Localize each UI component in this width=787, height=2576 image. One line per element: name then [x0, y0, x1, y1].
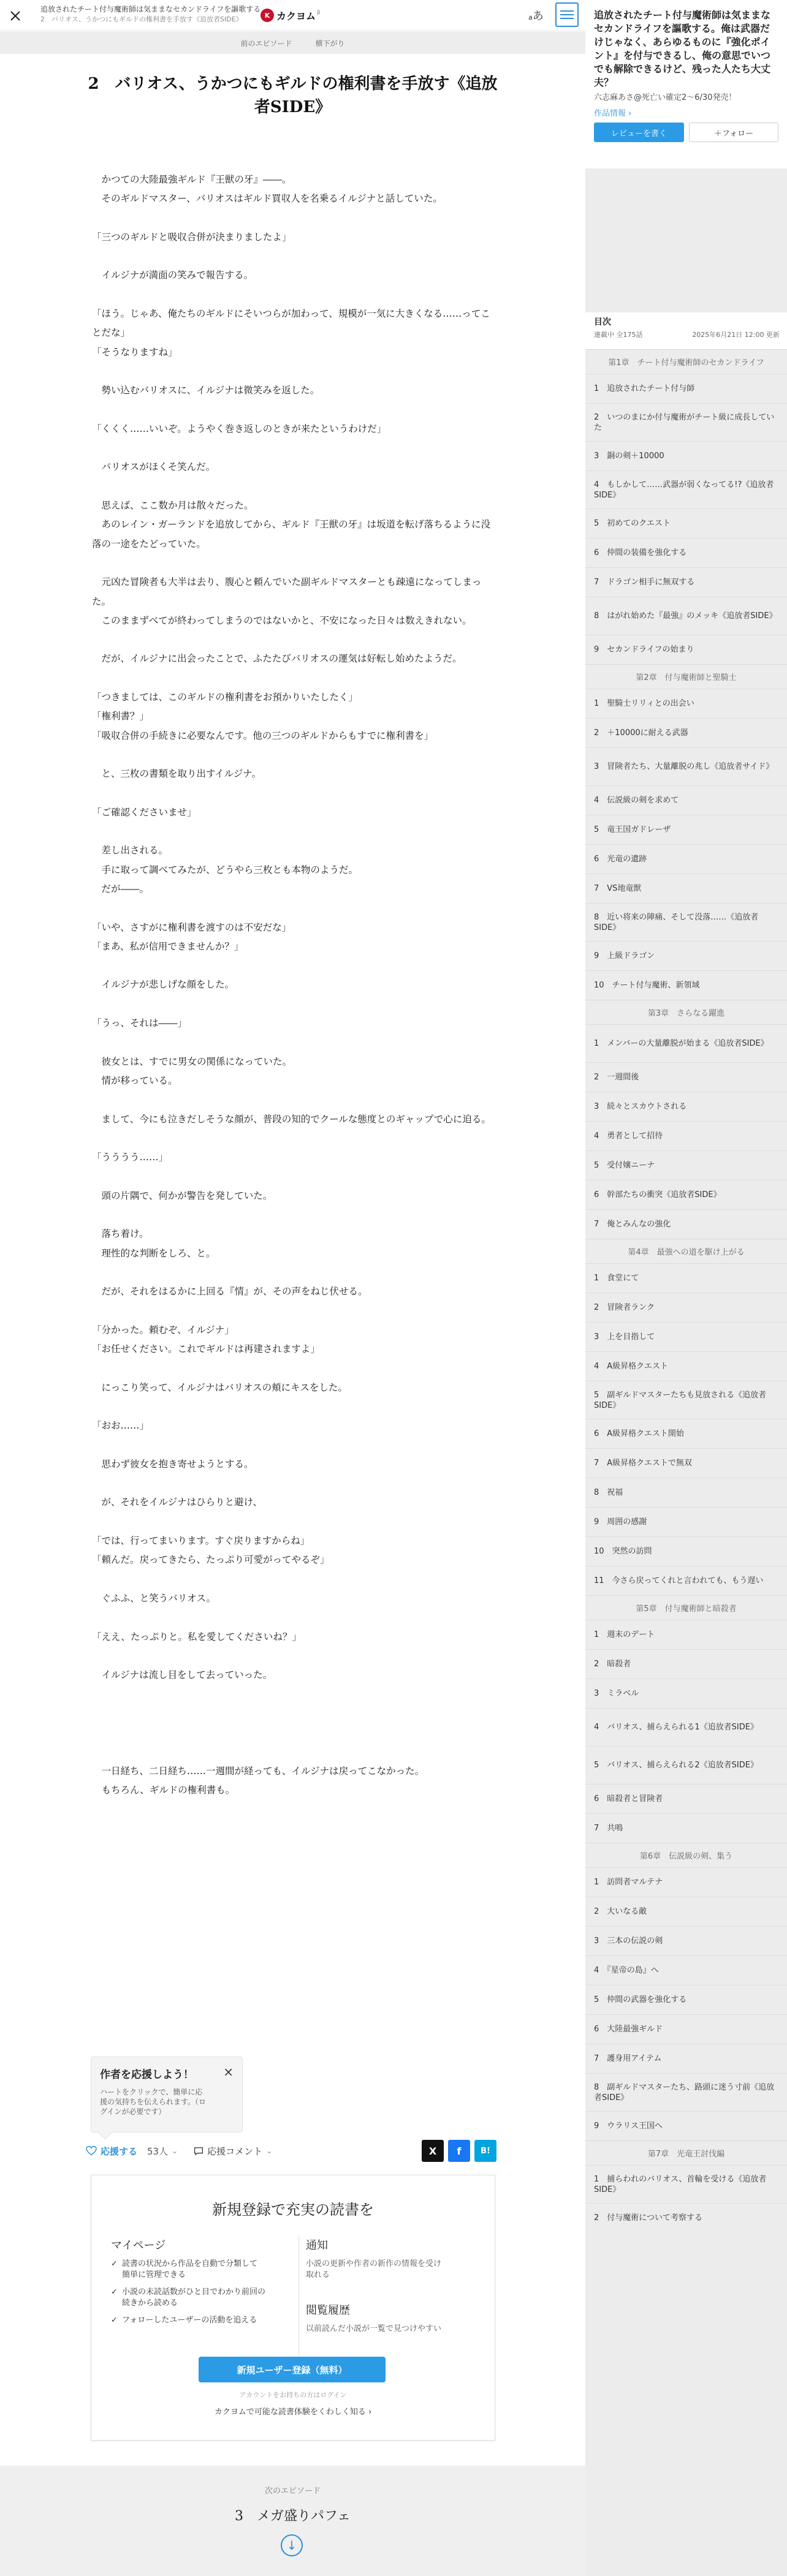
- toc-episode-link[interactable]: 8 はがれ始めた『最強』のメッキ《追放者SIDE》: [585, 597, 787, 635]
- logo-mark-icon: K: [260, 9, 274, 22]
- body-paragraph-line: 元凶た冒険者も大半は去り、腹心と頼んでいた副ギルドマスターとも疎遠になってしまった。: [92, 576, 482, 607]
- body-paragraph-line: [92, 630, 496, 649]
- body-paragraph-line: [92, 477, 496, 496]
- toc-chapter-heading: 第4章 最強への道を駆け上がる: [585, 1239, 787, 1263]
- body-paragraph-line: バリオスがほくそ笑んだ。: [92, 461, 216, 473]
- body-paragraph-line: [92, 1647, 496, 1666]
- toc-episode-link[interactable]: 3 冒険者たち、大量離脱の兆し《追放者サイド》: [585, 747, 787, 785]
- body-paragraph-line: まして、今にも泣きだしそうな顔が、普段の知的でクールな態度とのギャップで心に迫る。: [92, 1113, 491, 1125]
- toc-episode-link[interactable]: 6 大陸最強ギルド: [585, 2014, 787, 2044]
- body-paragraph-line: 「ご確認くださいませ」: [92, 806, 197, 818]
- body-paragraph-line: と、三枚の書類を取り出すイルジナ。: [92, 768, 262, 780]
- body-paragraph-line: [92, 1033, 496, 1052]
- toc-episode-link[interactable]: 5 竜王国ガドレーザ: [585, 815, 787, 844]
- body-paragraph-line: 「つきましては、このギルドの権利書をお預かりいたしたく」: [92, 692, 358, 703]
- body-paragraph-line: [92, 1742, 496, 1761]
- work-panel: [585, 0, 787, 168]
- prev-episode-link[interactable]: 前のエピソード: [240, 39, 292, 48]
- toc-episode-link[interactable]: 4 伝説級の剣を求めて: [585, 785, 787, 815]
- body-paragraph-line: 「まあ、私が信用できませんか？」: [92, 940, 244, 952]
- body-paragraph-line: [92, 995, 496, 1014]
- toc-chapter-heading: 第6章 伝説級の剣、集う: [585, 1843, 787, 1867]
- toc-episode-link[interactable]: 11 今さら戻ってくれと言われても、もう遅い: [585, 1566, 787, 1595]
- toc-episode-link[interactable]: 2 ＋10000に耐える武器: [585, 718, 787, 747]
- font-small-glyph: a: [528, 13, 533, 21]
- body-paragraph-line: 「お任せください。これでギルドは再建されますよ」: [92, 1343, 320, 1355]
- column-divider: [298, 2235, 299, 2358]
- body-paragraph-line: [92, 1704, 496, 1723]
- body-paragraph-line: 情が移っている。: [92, 1075, 178, 1086]
- notify-history-column: [306, 2237, 484, 2335]
- body-paragraph-line: [92, 1608, 496, 1627]
- toc-episode-link[interactable]: 6 暗殺者と冒険者: [585, 1784, 787, 1813]
- body-paragraph-line: そのギルドマスター、バリオスはギルド買収人を名乗るイルジナと話していた。: [92, 193, 443, 205]
- work-title[interactable]: 追放されたチート付与魔術師は気ままなセカンドライフを謳歌する。俺は武器だけじゃなく、あらゆるものに『強化ポイント』を付与できるし、俺の意思でいつでも解除できるけど、残った人たち大丈夫？: [594, 9, 771, 88]
- body-paragraph-line: [92, 1513, 496, 1532]
- toc-episode-link[interactable]: 3 上を目指して: [585, 1322, 787, 1351]
- body-paragraph-line: あのレイン・ガーランドを追放してから、ギルド『王獣の牙』は坂道を転げ落ちるように没落の一途をたどっていた。: [92, 519, 491, 550]
- body-paragraph-line: 「分かった。頼むぞ、イルジナ」: [92, 1324, 234, 1335]
- body-paragraph-line: 「頼んだ。戻ってきたら、たっぷり可愛がってやるぞ」: [92, 1554, 330, 1566]
- body-paragraph-line: 「いや、さすがに権利書を渡すのは不安だな」: [92, 921, 292, 933]
- toc-episode-link[interactable]: 10 突然の訪問: [585, 1536, 787, 1566]
- font-settings-button[interactable]: [528, 7, 544, 23]
- toc-episode-link[interactable]: 2 暗殺者: [585, 1649, 787, 1679]
- toc-episode-link[interactable]: 9 上級ドラゴン: [585, 941, 787, 970]
- body-paragraph-line: このままずべてが終わってしまうのではないかと、不安になった日々は数えきれない。: [92, 614, 472, 626]
- header-episode-title: 2 バリオス、うかつにもギルドの権利書を手放す《追放者SIDE》: [40, 15, 243, 23]
- body-paragraph-line: 一日経ち、二日経ち……一週間が経っても、イルジナは戻ってこなかった。: [92, 1765, 425, 1777]
- next-episode-label: 次のエピソード: [264, 2487, 321, 2496]
- close-icon: [7, 8, 23, 24]
- toc-episode-link[interactable]: 6 光竜の遺跡: [585, 844, 787, 874]
- follow-button[interactable]: ＋フォロー: [689, 123, 778, 142]
- toc-episode-link[interactable]: 3 ミラベル: [585, 1679, 787, 1708]
- body-paragraph-line: にっこり笑って、イルジナはバリオスの頬にキスをした。: [92, 1381, 348, 1393]
- body-paragraph-line: [92, 784, 496, 803]
- body-paragraph-line: [92, 1302, 496, 1321]
- toc-episode-link[interactable]: 6 仲間の装備を強化する: [585, 538, 787, 567]
- toc-episode-link[interactable]: 3 銅の剣＋10000: [585, 441, 787, 470]
- layout-setting-link[interactable]: 横下がり: [315, 39, 345, 48]
- work-info-link[interactable]: 作品情報 ›: [594, 109, 632, 118]
- next-episode-section: [0, 2466, 585, 2576]
- toc-label: 目次: [594, 317, 611, 327]
- toc-episode-link[interactable]: 6 A級昇格クエスト開始: [585, 1419, 787, 1448]
- body-paragraph-line: 思えば、ここ数か月は散々だった。: [92, 500, 254, 512]
- body-paragraph-line: [92, 1090, 496, 1109]
- font-large-glyph: あ: [532, 10, 544, 23]
- next-episode-title[interactable]: 3 メガ盛りパフェ: [235, 2509, 351, 2524]
- facebook-share-icon[interactable]: f: [448, 2140, 470, 2162]
- body-paragraph-line: [92, 746, 496, 765]
- toc-chapter-heading: 第1章 チート付与魔術師のセカンドライフ: [585, 349, 787, 374]
- history-text: 以前読んだ小説が一覧で見つけやすい: [306, 2324, 442, 2333]
- body-paragraph-line: [92, 439, 496, 458]
- write-review-button[interactable]: レビューを書く: [594, 123, 684, 142]
- toc-episode-link[interactable]: 4 『星帝の島』へ: [585, 1955, 787, 1985]
- body-paragraph-line: [92, 956, 496, 975]
- mypage-feature: ✓ 読書の状況から作品を自動で分類して 簡単に管理できる: [111, 2259, 289, 2281]
- toc-episode-link[interactable]: 8 祝福: [585, 1478, 787, 1507]
- toc-episode-link[interactable]: 1 追放されたチート付与師: [585, 374, 787, 403]
- toc-episode-link[interactable]: 5 副ギルドマスターたちも見放される《追放者SIDE》: [585, 1381, 787, 1419]
- header-titles: [40, 4, 261, 25]
- body-paragraph-line: [92, 1167, 496, 1186]
- body-paragraph-line: [92, 1474, 496, 1493]
- support-popover-text: ハートをクリックで、簡単に応 援の気持ちを伝えられます。（ロ グインが必要です）: [100, 2088, 207, 2116]
- body-paragraph-line: だが、イルジナに出会ったことで、ふたたびバリオスの運気は好転し始めたようだ。: [92, 653, 462, 665]
- mypage-feature: ✓ 小説の未読話数がひと目でわかり前回の 続きから読める: [111, 2287, 289, 2309]
- signup-card: [91, 2175, 495, 2441]
- hatena-bookmark-icon[interactable]: B!: [474, 2140, 496, 2162]
- sidebar: [585, 0, 787, 2576]
- body-paragraph-line: [92, 1436, 496, 1455]
- body-paragraph-line: 頭の片隅で、何かが警告を発していた。: [92, 1190, 273, 1201]
- body-paragraph-line: [92, 1397, 496, 1416]
- body-paragraph-line: イルジナが悲しげな顔をした。: [92, 979, 235, 991]
- body-paragraph-line: [92, 1263, 496, 1282]
- toc-episode-link[interactable]: 4 もしかして……武器が弱くなってる!?《追放者SIDE》: [585, 470, 787, 508]
- history-heading: 閲覧履歴: [306, 2304, 350, 2317]
- body-paragraph-line: だが、それをはるかに上回る『情』が、その声をねじ伏せる。: [92, 1286, 368, 1297]
- popover-close-icon[interactable]: ×: [223, 2064, 234, 2079]
- body-paragraph-line: 「うっ、それは――」: [92, 1018, 188, 1029]
- toc-episode-link[interactable]: 6 幹部たちの衝突《追放者SIDE》: [585, 1180, 787, 1209]
- toc-episode-link[interactable]: 1 聖騎士リリィとの出会い: [585, 689, 787, 718]
- body-paragraph-line: ぐふふ、と笑うバリオス。: [92, 1592, 216, 1604]
- body-paragraph-line: 「うううう……」: [92, 1152, 169, 1163]
- toc-updated: 2025年6月21日 12:00 更新: [692, 331, 780, 339]
- toc-chapter-heading: 第5章 付与魔術師と暗殺者: [585, 1595, 787, 1620]
- chevron-down-icon: ⌄: [172, 2147, 178, 2155]
- body-paragraph-line: 「三つのギルドと吸収合併が決まりましたよ」: [92, 231, 292, 243]
- toc-episode-link[interactable]: 8 副ギルドマスターたち、路頭に迷う寸前《追放者SIDE》: [585, 2073, 787, 2111]
- signup-button[interactable]: 新規ユーザー登録（無料）: [199, 2357, 386, 2382]
- body-paragraph-line: 理性的な判断をしろ、と。: [92, 1247, 216, 1259]
- toc-episode-link[interactable]: 9 周囲の感謝: [585, 1507, 787, 1536]
- notify-heading: 通知: [306, 2239, 328, 2252]
- body-paragraph-line: [92, 1206, 496, 1225]
- body-paragraph-line: [92, 362, 496, 381]
- toc-chapter-heading: 第3章 さらなる躍進: [585, 1000, 787, 1024]
- body-paragraph-line: 「おお……」: [92, 1420, 150, 1432]
- body-paragraph-line: [92, 669, 496, 688]
- work-author[interactable]: 六志麻あさ@死亡い確定2～6/30発売！: [594, 93, 737, 102]
- toc-episode-link[interactable]: 5 受付嬢ニーナ: [585, 1150, 787, 1180]
- body-paragraph-line: [92, 209, 496, 228]
- body-paragraph-line: イルジナが満面の笑みで報告する。: [92, 270, 254, 281]
- cheer-button[interactable]: [86, 2145, 137, 2158]
- body-paragraph-line: [92, 554, 496, 573]
- body-paragraph-line: もちろん、ギルドの権利書も。: [92, 1784, 235, 1796]
- toc-episode-link[interactable]: 2 冒険者ランク: [585, 1293, 787, 1322]
- body-paragraph-line: [92, 822, 496, 841]
- learn-more-link[interactable]: カクヨムで可能な読書体験をくわしく知る ›: [214, 2408, 372, 2417]
- body-paragraph-line: が、それをイルジナはひらりと避け、: [92, 1497, 262, 1508]
- body-paragraph-line: [92, 285, 496, 304]
- toc-episode-link[interactable]: 9 セカンドライフの始まり: [585, 635, 787, 664]
- toc-list: [585, 349, 787, 2232]
- toc-episode-link[interactable]: 1 食堂にて: [585, 1263, 787, 1293]
- body-paragraph-line: 「くくく……いいぞ。ようやく巻き返しのときが来たというわけだ」: [92, 423, 387, 434]
- body-paragraph-line: イルジナは流し目をして去っていった。: [92, 1669, 273, 1681]
- logo-text: カクヨム: [276, 10, 316, 22]
- toc-toggle-button[interactable]: [555, 2, 579, 27]
- toc-episode-link[interactable]: 3 三本の伝説の剣: [585, 1926, 787, 1955]
- toc-episode-link[interactable]: 7 VS地竜獣: [585, 874, 787, 903]
- body-paragraph-line: [92, 899, 496, 918]
- toc-chapter-heading: 第7章 光竜王討伐編: [585, 2140, 787, 2165]
- comment-label: 応援コメント: [207, 2145, 263, 2157]
- body-paragraph-line: だが――。: [92, 883, 150, 894]
- toc-episode-link[interactable]: 9 ウラリス王国へ: [585, 2111, 787, 2140]
- toc-episode-link[interactable]: 4 バリオス、捕らえられる1《追放者SIDE》: [585, 1708, 787, 1746]
- episode-subnav: [0, 32, 585, 54]
- body-paragraph-line: 差し出される。: [92, 845, 169, 856]
- toc-episode-link[interactable]: 2 一週間後: [585, 1062, 787, 1092]
- toc-header: [585, 312, 787, 349]
- support-popover: [91, 2057, 243, 2132]
- episode-title: 2 バリオス、うかつにもギルドの権利書を手放す《追放者SIDE》: [88, 75, 498, 116]
- toc-episode-link[interactable]: 10 チート付与魔術、新領域: [585, 970, 787, 1000]
- toc-episode-link[interactable]: 7 ドラゴン相手に無双する: [585, 567, 787, 597]
- toc-menu-icon: [560, 10, 574, 12]
- toc-episode-link[interactable]: 4 A級昇格クエスト: [585, 1351, 787, 1381]
- comment-button[interactable]: [194, 2145, 272, 2158]
- toc-episode-link[interactable]: 1 週末のデート: [585, 1620, 787, 1649]
- body-paragraph-line: 「吸収合併の手続きに必要なんです。他の三つのギルドからもすでに権利書を」: [92, 730, 434, 741]
- toc-episode-link[interactable]: 4 勇者として招待: [585, 1121, 787, 1150]
- toc-episode-link[interactable]: 7 A級昇格クエストで無双: [585, 1448, 787, 1478]
- body-paragraph-line: かつての大陸最強ギルド『王獣の牙』――。: [92, 174, 292, 185]
- support-popover-title: 作者を応援しよう！: [100, 2069, 194, 2081]
- body-paragraph-line: 「ええ、たっぷりと。私を愛してくださいね？」: [92, 1631, 302, 1642]
- episode-actions: [86, 2138, 496, 2164]
- toc-episode-link[interactable]: 5 仲間の武器を強化する: [585, 1985, 787, 2014]
- body-paragraph-line: 「そうなりますね」: [92, 346, 178, 358]
- cheer-label: 応援する: [101, 2145, 138, 2157]
- body-paragraph-line: 落ち着け。: [92, 1228, 149, 1240]
- header-work-title[interactable]: 追放されたチート付与魔術師は気ままなセカンドライフを謳歌する: [40, 5, 261, 13]
- toc-episode-link[interactable]: 7 共鳴: [585, 1813, 787, 1843]
- body-paragraph-line: [92, 1359, 496, 1378]
- logo-beta: β: [317, 10, 321, 16]
- toc-episode-link[interactable]: 2 大いなる敵: [585, 1897, 787, 1926]
- episode-body: [92, 170, 496, 1800]
- comment-icon: [194, 2147, 203, 2156]
- body-paragraph-line: 彼女とは、すでに男女の関係になっていた。: [92, 1056, 292, 1067]
- toc-status: 連載中 全175話: [594, 331, 643, 339]
- mypage-column: [111, 2237, 289, 2326]
- body-paragraph-line: [92, 247, 496, 266]
- toc-episode-link[interactable]: 8 近い将来の陣痛、そして没落……《追放者SIDE》: [585, 903, 787, 941]
- x-share-icon[interactable]: X: [422, 2140, 444, 2162]
- kakuyomu-logo[interactable]: [260, 9, 321, 22]
- toc-episode-link[interactable]: 2 付与魔術について考察する: [585, 2203, 787, 2232]
- toc-episode-link[interactable]: 1 訪問者マルテナ: [585, 1867, 787, 1897]
- body-paragraph-line: 思わず彼女を抱き寄せようとする。: [92, 1458, 254, 1470]
- toc-episode-link[interactable]: 5 バリオス、捕らえられる2《追放者SIDE》: [585, 1746, 787, 1784]
- arrow-down-icon[interactable]: ↓: [281, 2534, 303, 2556]
- mypage-heading: マイページ: [111, 2239, 166, 2252]
- toc-episode-link[interactable]: 5 初めてのクエスト: [585, 508, 787, 538]
- body-paragraph-line: 「ほう。じゃあ、俺たちのギルドにそいつらが加わって、規模が一気に大きくなる……ってことだな」: [92, 308, 490, 339]
- toc-episode-link[interactable]: 1 メンバーの大量離脱が始まる《追放者SIDE》: [585, 1024, 787, 1062]
- chevron-down-icon: ⌄: [266, 2147, 273, 2155]
- toc-chapter-heading: 第2章 付与魔術師と聖騎士: [585, 664, 787, 689]
- toc-episode-link[interactable]: 2 いつのまにか付与魔術がチート級に成長していた: [585, 403, 787, 441]
- body-paragraph-line: 「権利書？」: [92, 711, 150, 722]
- body-paragraph-line: [92, 401, 496, 420]
- mypage-feature: ✓ フォローしたユーザーの活動を追える: [111, 2315, 289, 2326]
- close-button[interactable]: [7, 8, 23, 24]
- login-link[interactable]: アカウントをお持ちの方はログイン: [239, 2391, 347, 2399]
- toc-episode-link[interactable]: 1 捕らわれのバリオス、首輪を受ける《追放者SIDE》: [585, 2165, 787, 2203]
- toc-episode-link[interactable]: 3 続々とスカウトされる: [585, 1092, 787, 1121]
- body-paragraph-line: 手に取って調べてみたが、どうやら三枚とも本物のようだ。: [92, 864, 359, 875]
- body-paragraph-line: [92, 1129, 496, 1148]
- body-paragraph-line: 勢い込むバリオスに、イルジナは微笑みを返した。: [92, 385, 320, 396]
- notify-text: 小説の更新や作者の新作の情報を受け 取れる: [306, 2259, 442, 2279]
- toc-episode-link[interactable]: 7 護身用アイテム: [585, 2044, 787, 2073]
- body-paragraph-line: 「では、行ってまいります。すぐ戻りますからね」: [92, 1535, 310, 1547]
- signup-title: 新規登録で充実の読書を: [212, 2201, 374, 2218]
- toc-episode-link[interactable]: 7 俺とみんなの強化: [585, 1209, 787, 1239]
- share-buttons: [422, 2140, 496, 2162]
- body-paragraph-line: [92, 1723, 496, 1742]
- body-paragraph-line: [92, 1685, 496, 1704]
- cheer-count[interactable]: 53人: [147, 2145, 169, 2157]
- heart-icon: [86, 2146, 97, 2156]
- body-paragraph-line: [92, 1570, 496, 1589]
